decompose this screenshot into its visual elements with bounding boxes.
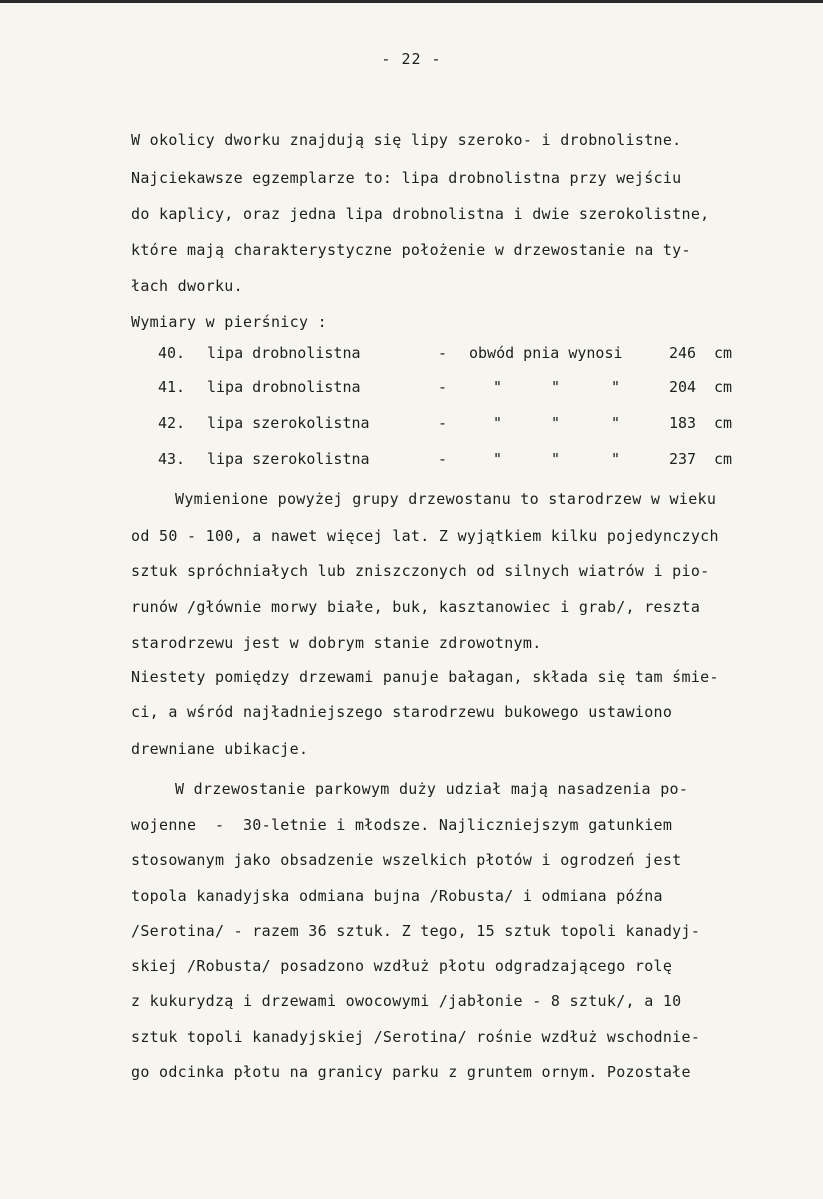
measurement-row	[0, 344, 823, 364]
measure-unit: cm	[714, 378, 733, 396]
tree-number: 40.	[158, 344, 186, 362]
measurement-row	[0, 450, 823, 470]
text-line: Wymienione powyżej grupy drzewostanu to starodrzew w wieku	[175, 490, 717, 508]
tree-species: lipa szerokolistna	[207, 414, 370, 432]
text-line: W okolicy dworku znajdują się lipy szeroko- i drobnolistne.	[131, 131, 682, 149]
text-line: W drzewostanie parkowym duży udział mają nasadzenia po-	[175, 780, 689, 798]
ditto-mark: "	[611, 378, 621, 396]
measure-value: 237	[669, 450, 697, 468]
text-line: /Serotina/ - razem 36 sztuk. Z tego, 15 sztuk topoli kanadyj-	[131, 922, 701, 940]
text-line: do kaplicy, oraz jedna lipa drobnolistna i dwie szerokolistne,	[131, 205, 710, 223]
tree-species: lipa szerokolistna	[207, 450, 370, 468]
text-line: Niestety pomiędzy drzewami panuje bałagan, składa się tam śmie-	[131, 668, 719, 686]
text-line: łach dworku.	[131, 277, 243, 295]
ditto-mark: "	[493, 378, 503, 396]
ditto-mark: "	[611, 414, 621, 432]
text-line: które mają charakterystyczne położenie w drzewostanie na ty-	[131, 241, 691, 259]
text-line: sztuk topoli kanadyjskiej /Serotina/ rośnie wzdłuż wschodnie-	[131, 1028, 701, 1046]
measure-value: 204	[669, 378, 697, 396]
text-line: sztuk spróchniałych lub zniszczonych od silnych wiatrów i pio-	[131, 562, 710, 580]
page-top-edge	[0, 0, 823, 3]
measurement-row	[0, 414, 823, 434]
measure-value: 183	[669, 414, 697, 432]
ditto-mark: "	[493, 414, 503, 432]
measure-unit: cm	[714, 450, 733, 468]
measure-unit: cm	[714, 414, 733, 432]
text-line: runów /głównie morwy białe, buk, kasztanowiec i grab/, reszta	[131, 598, 701, 616]
measurements-heading: Wymiary w pierśnicy :	[131, 313, 327, 331]
dash: -	[438, 414, 448, 432]
text-line: go odcinka płotu na granicy parku z gruntem ornym. Pozostałe	[131, 1063, 691, 1081]
text-line: od 50 - 100, a nawet więcej lat. Z wyjątkiem kilku pojedynczych	[131, 527, 719, 545]
measure-value: 246	[669, 344, 697, 362]
ditto-mark: "	[551, 450, 561, 468]
ditto-mark: "	[551, 414, 561, 432]
tree-number: 42.	[158, 414, 186, 432]
text-line: Najciekawsze egzemplarze to: lipa drobnolistna przy wejściu	[131, 169, 682, 187]
tree-species: lipa drobnolistna	[207, 378, 361, 396]
measure-unit: cm	[714, 344, 733, 362]
text-line: ci, a wśród najładniejszego starodrzewu bukowego ustawiono	[131, 703, 673, 721]
text-line: stosowanym jako obsadzenie wszelkich płotów i ogrodzeń jest	[131, 851, 682, 869]
page-number: - 22 -	[381, 50, 442, 68]
text-line: starodrzewu jest w dobrym stanie zdrowotnym.	[131, 634, 542, 652]
tree-species: lipa drobnolistna	[207, 344, 361, 362]
text-line: skiej /Robusta/ posadzono wzdłuż płotu odgradzającego rolę	[131, 957, 673, 975]
dash: -	[438, 378, 448, 396]
ditto-mark: "	[493, 450, 503, 468]
text-line: drewniane ubikacje.	[131, 740, 309, 758]
text-line: wojenne - 30-letnie i młodsze. Najliczniejszym gatunkiem	[131, 816, 673, 834]
tree-number: 41.	[158, 378, 186, 396]
measurement-row	[0, 378, 823, 398]
dash: -	[438, 450, 448, 468]
tree-number: 43.	[158, 450, 186, 468]
text-line: z kukurydzą i drzewami owocowymi /jabłonie - 8 sztuk/, a 10	[131, 992, 682, 1010]
dash: -	[438, 344, 448, 362]
text-line: topola kanadyjska odmiana bujna /Robusta/ i odmiana późna	[131, 887, 663, 905]
ditto-mark: "	[551, 378, 561, 396]
ditto-mark: "	[611, 450, 621, 468]
measure-description: obwód pnia wynosi	[469, 344, 623, 362]
